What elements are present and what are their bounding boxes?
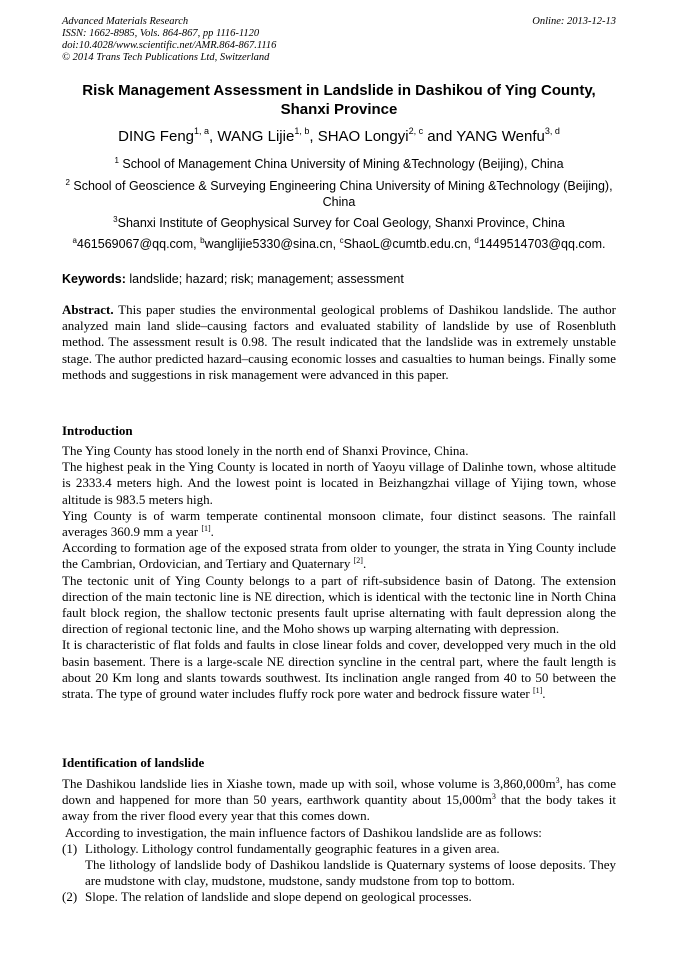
- email-marker: a: [72, 236, 77, 245]
- author-name: WANG Lijie: [217, 128, 295, 145]
- identification-body: [62, 776, 616, 906]
- paragraph: The Ying County has stood lonely in the north end of Shanxi Province, China.: [62, 443, 469, 458]
- section-heading-introduction: Introduction: [62, 423, 133, 438]
- email-marker: d: [474, 236, 479, 245]
- author-affiliation-marker: 1, b: [294, 126, 310, 136]
- list-item-text: Slope. The relation of landslide and slope depend on geological processes.: [85, 889, 472, 905]
- author-affiliation-marker: 1, a: [194, 126, 210, 136]
- affiliation-marker: 1: [114, 156, 119, 165]
- paragraph: The lithology of landslide body of Dashikou landslide is Quaternary systems of loose deposits. They are mudstone with clay, mudstone, mudstone, sandy mudstone from top to bottom.: [85, 857, 616, 889]
- paragraph: The Dashikou landslide lies in Xiashe town, made up with soil, whose volume is $3,860,000m^3$, has come down and happened for more than 50 years, earthwork quantity about $15,000m^3$ that the body takes it away from the river flood every year that this comes down.: [62, 776, 616, 824]
- email-address: wanglijie5330@sina.cn,: [204, 237, 340, 251]
- title-line-1: Risk Management Assessment in Landslide in Dashikou of Ying County,: [82, 82, 596, 99]
- list-item-text: Lithology. Lithology control fundamentally geographic features in a given area.: [85, 840, 500, 856]
- affiliation-marker: 2: [65, 178, 70, 187]
- email-list: [62, 236, 616, 252]
- affiliation-text: School of Management China University of Mining &Technology (Beijing), China: [118, 157, 564, 171]
- list-item: [62, 889, 616, 905]
- author-name: SHAO Longyi: [317, 128, 409, 145]
- email-address: ShaoL@cumtb.edu.cn,: [343, 237, 475, 251]
- citation: [1]: [532, 686, 543, 696]
- list-number: (1): [62, 840, 78, 856]
- title-line-2: Shanxi Province: [280, 101, 398, 118]
- doi-line: doi:10.4028/www.scientific.net/AMR.864-867.1116: [62, 40, 277, 51]
- author-affiliation-marker: 2, c: [408, 126, 424, 136]
- journal-name: Advanced Materials Research: [62, 16, 189, 27]
- online-date: Online: 2013-12-13: [532, 16, 616, 27]
- issn-line: ISSN: 1662-8985, Vols. 864-867, pp 1116-1120: [62, 28, 260, 39]
- affiliation-1: [62, 156, 616, 172]
- list-number: (2): [62, 889, 78, 905]
- affiliation-3: [62, 215, 616, 231]
- list-item: [62, 841, 616, 857]
- paragraph: According to investigation, the main influence factors of Dashikou landslide are as follows:: [65, 824, 542, 840]
- paragraph: According to formation age of the exposed strata from older to younger, the strata in Ying County include the Cambrian, Ordovician, and Tertiary and Quaternary [2].: [62, 540, 616, 572]
- email-marker: c: [339, 236, 344, 245]
- affiliation-text: China: [322, 195, 356, 209]
- abstract: [62, 302, 616, 383]
- abstract-label: Abstract.: [62, 302, 114, 317]
- citation: [1]: [201, 524, 211, 534]
- introduction-body: [62, 443, 616, 702]
- keywords-text: landslide; hazard; risk; management; assessment: [125, 272, 404, 286]
- paragraph: It is characteristic of flat folds and faults in close linear folds and cover, developped very much in the old basin basement. There is a large-scale NE direction syncline in the central part, where the fault length is about 20 Km long and slants towards southwest. Its inclination angle ranged from 40 to 50 between the strata. The type of ground water includes fluffy rock pore water and bedrock fissure water [1].: [62, 637, 616, 702]
- email-address: 461569067@qq.com,: [76, 237, 201, 251]
- author-affiliation-marker: 3, d: [544, 126, 560, 136]
- abstract-text: This paper studies the environmental geological problems of Dashikou landslide. The author analyzed main land slide–causing factors and evaluated stability of landslide by use of Rosenbluth method. The assessment result is 0.98. The result indicated that the landslide was in extremely unstable stage. The author predicted hazard–causing economic losses and casualties to human beings. Finally some methods and suggestions in risk management were advanced in this paper.: [62, 302, 616, 382]
- affiliation-text: Shanxi Institute of Geophysical Survey for Coal Geology, Shanxi Province, China: [117, 216, 565, 230]
- author-name: DING Feng: [118, 128, 194, 145]
- keywords-label: Keywords:: [62, 272, 126, 286]
- email-marker: b: [200, 236, 205, 245]
- author-list: DING Feng$^{1, a}$, WANG Lijie$^{1, b}$, SHAO Longyi$^{2, c}$ and YANG Wenfu$^{3, d}$: [118, 126, 560, 145]
- paragraph: The tectonic unit of Ying County belongs to a part of rift-subsidence basin of Datong. The extension direction of the main tectonic line is NE direction, which is identical with the tectonic line in North China fault block region, the shallow tectonic presents fault uprise alternating with fault depression along the direction of regional tectonic line, and the Moho shows up warping alternating with depression.: [62, 572, 616, 637]
- author-conjunction: and: [423, 128, 457, 145]
- email-address: 1449514703@qq.com.: [478, 237, 606, 251]
- affiliation-2: [62, 178, 616, 210]
- citation: [2]: [353, 556, 363, 566]
- paragraph: Ying County is of warm temperate continental monsoon climate, four distinct seasons. The rainfall averages 360.9 mm a year [1].: [62, 507, 616, 540]
- section-heading-identification: Identification of landslide: [62, 755, 205, 770]
- copyright-line: © 2014 Trans Tech Publications Ltd, Switzerland: [62, 52, 270, 63]
- author-name: YANG Wenfu: [456, 128, 545, 145]
- affiliation-text: School of Geoscience & Surveying Engineering China University of Mining &Technology (Beijing),: [69, 179, 613, 193]
- keywords: [62, 271, 616, 287]
- paragraph: The highest peak in the Ying County is located in north of Yaoyu village of Dalinhe town, whose altitude is 2333.4 meters high. And the lowest point is located in Beizhangzhai village of Yijing town, whose altitude is 983.5 meters high.: [62, 459, 616, 507]
- paper-title: [62, 81, 616, 119]
- affiliation-marker: 3: [113, 215, 118, 224]
